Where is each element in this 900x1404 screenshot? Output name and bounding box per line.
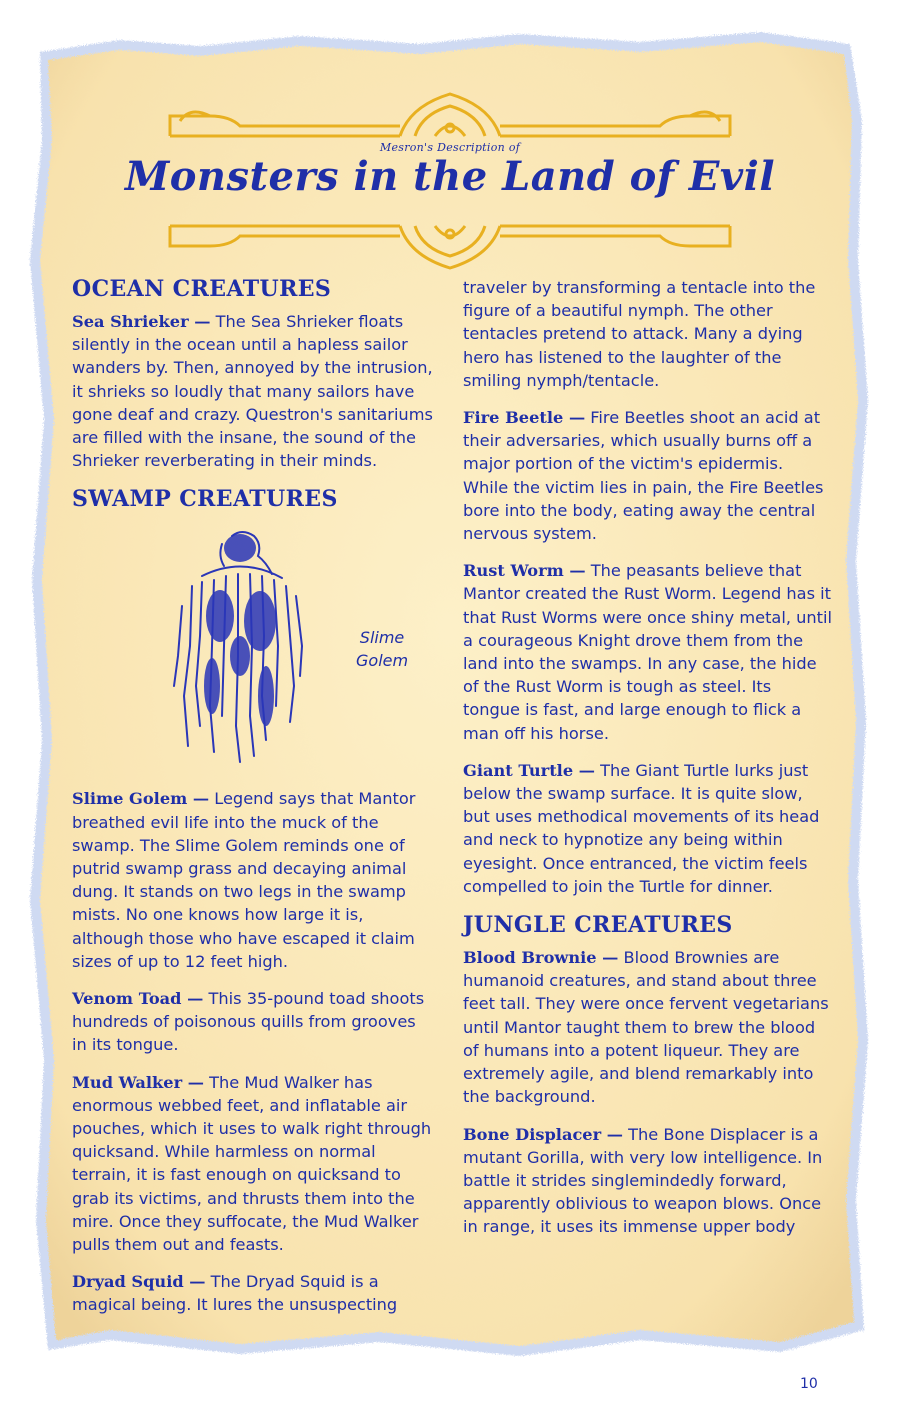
caption-line-1: Slime xyxy=(359,628,405,648)
entry-blood-brownie xyxy=(463,946,833,1108)
entry-title: Venom Toad — xyxy=(72,989,204,1009)
right-column xyxy=(463,276,833,1253)
entry-giant-turtle xyxy=(463,759,833,898)
entry-text: Legend says that Mantor breathed evil life into the muck of the swamp. The Slime Golem reminds one of putrid swamp grass and decaying animal dung. It stands on two legs in the swamp mists. No one knows how large it is, although those who have escaped it claim sizes of up to 12 feet high. xyxy=(72,789,416,971)
entry-title: Slime Golem — xyxy=(72,789,210,809)
entry-text: The Sea Shrieker floats silently in the ocean until a hapless sailor wanders by. Then, annoyed by the intrusion, it shrieks so loudly that many sailors have gone deaf and crazy. Questron's sanitariums are filled with the insane, the sound of the Shrieker reverberating in their minds. xyxy=(72,312,433,471)
slime-golem-illustration xyxy=(162,526,322,766)
entry-mud-walker xyxy=(72,1071,434,1257)
left-column xyxy=(72,276,434,1331)
entry-slime-golem xyxy=(72,787,434,973)
section-heading-jungle: JUNGLE CREATURES xyxy=(463,912,733,939)
section-heading-ocean: OCEAN CREATURES xyxy=(72,276,332,302)
entry-text: The Mud Walker has enormous webbed feet, and inflatable air pouches, which it uses to walk right through quicksand. While harmless on normal terrain, it is fast enough on quicksand to grab its victims, and thrusts them into the mire. Once they suffocate, the Mud Walker pulls them out and feasts. xyxy=(72,1072,432,1255)
entry-text: Fire Beetles shoot an acid at their adversaries, which usually burns off a major portion of the victim's epidermis. While the victim lies in pain, the Fire Beetles bore into the body, eating away the central nervous system. xyxy=(463,408,824,544)
entry-fire-beetle xyxy=(463,406,833,545)
caption-line-2: Golem xyxy=(356,651,409,671)
entry-rust-worm xyxy=(463,559,833,745)
entry-text: The Bone Displacer is a mutant Gorilla, with very low intelligence. In battle it strides singlemindedly forward, apparently oblivious to weapon blows. Once in range, it uses its immense upper body xyxy=(463,1124,823,1237)
entry-text: The Dryad Squid is a magical being. It lures the unsuspecting xyxy=(72,1272,398,1315)
entry-title: Sea Shrieker — xyxy=(72,312,211,331)
entry-title: Rust Worm — xyxy=(463,561,586,581)
entry-title: Blood Brownie — xyxy=(463,948,619,968)
subtitle: Mesron's Description of xyxy=(379,141,521,154)
page-title: Monsters in the Land of Evil xyxy=(124,153,776,200)
entry-title: Giant Turtle — xyxy=(463,760,595,780)
entry-bone-displacer xyxy=(463,1123,833,1239)
entry-title: Bone Displacer — xyxy=(463,1124,623,1144)
section-heading-swamp: SWAMP CREATURES xyxy=(72,486,338,513)
entry-title: Dryad Squid — xyxy=(72,1272,206,1292)
illustration-caption xyxy=(356,626,408,672)
entry-dryad-squid-continued: traveler by transforming a tentacle into the figure of a beautiful nymph. The other tentacles pretend to attack. Many a dying hero has listened to the laughter of the smiling nymph/tentacle. xyxy=(463,278,816,390)
entry-venom-toad xyxy=(72,987,434,1057)
entry-title: Mud Walker — xyxy=(72,1072,204,1092)
entry-text: This 35-pound toad shoots hundreds of poisonous quills from grooves in its tongue. xyxy=(72,989,425,1055)
entry-sea-shrieker xyxy=(72,310,434,472)
entry-text: The Giant Turtle lurks just below the swamp surface. It is quite slow, but uses methodical movements of its head and neck to hypnotize any being within eyesight. Once entranced, the victim feels compelled to join the Turtle for dinner. xyxy=(463,760,820,896)
entry-text: Blood Brownies are humanoid creatures, and stand about three feet tall. They were once fervent vegetarians until Mantor taught them to brew the blood of humans into a potent liqueur. They are extremely agile, and blend remarkably into the background. xyxy=(463,948,829,1107)
illustration-block xyxy=(72,526,434,771)
entry-dryad-squid xyxy=(72,1270,434,1316)
ornament-bottom xyxy=(150,206,750,276)
entry-title: Fire Beetle — xyxy=(463,408,586,428)
page-number: 10 xyxy=(800,1376,818,1392)
entry-text: The peasants believe that Mantor created the Rust Worm. Legend has it that Rust Worms were once shiny metal, until a courageous Knight drove them from the land into the swamps. In any case, the hide of the Rust Worm is tough as steel. Its tongue is fast, and large enough to flick a man off his horse. xyxy=(463,561,832,743)
